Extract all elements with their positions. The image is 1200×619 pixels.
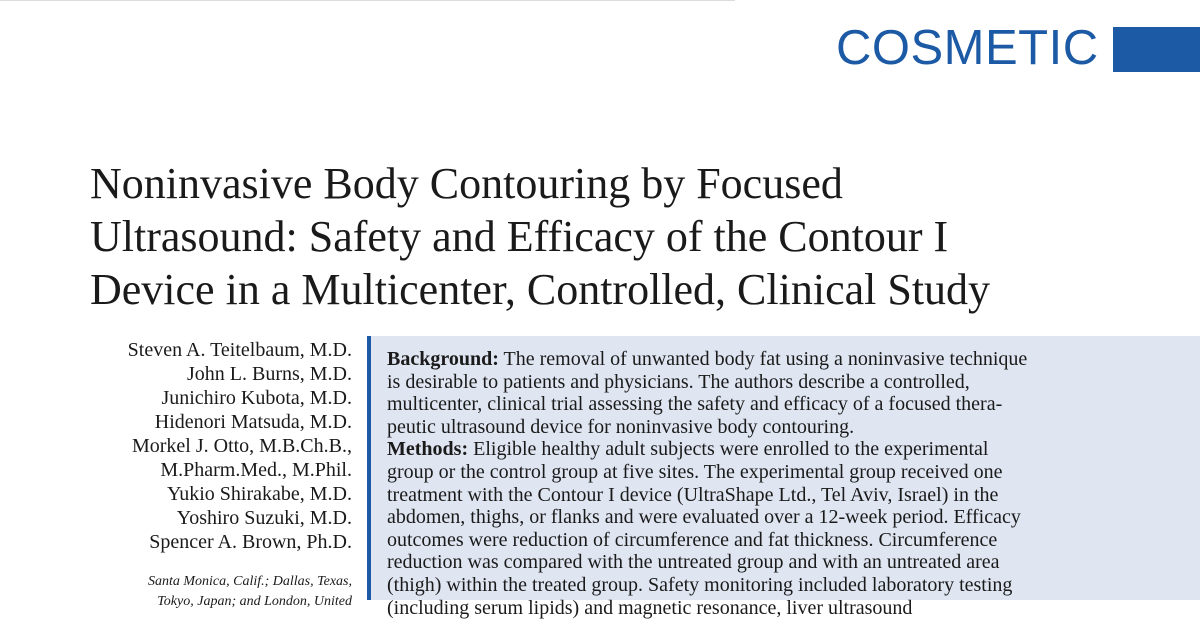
- abstract-line: multicenter, clinical trial assessing the safety and efficacy of a focused thera-: [387, 393, 1003, 416]
- article-title: [90, 157, 1150, 316]
- background-heading: Background:: [387, 348, 499, 370]
- abstract-line: treatment with the Contour I device (UltraShape Ltd., Tel Aviv, Israel) in the: [387, 483, 999, 506]
- author: Yukio Shirakabe, M.D.: [167, 483, 352, 505]
- section-label: COSMETIC: [836, 21, 1099, 75]
- abstract-line: [387, 438, 1187, 461]
- author: Hidenori Matsuda, M.D.: [154, 411, 352, 433]
- author: Junichiro Kubota, M.D.: [161, 387, 352, 409]
- author: Steven A. Teitelbaum, M.D.: [127, 339, 352, 361]
- abstract-line: peutic ultrasound device for noninvasive body contouring.: [387, 415, 855, 438]
- section-bar: [1113, 27, 1200, 72]
- abstract-line: [387, 348, 1187, 371]
- author: Yoshiro Suzuki, M.D.: [176, 507, 352, 529]
- abstract-line: group or the control group at five sites. The experimental group received one: [387, 460, 1003, 483]
- title-line: Ultrasound: Safety and Efficacy of the Contour I: [90, 212, 949, 261]
- abstract-line: abdomen, thighs, or flanks and were evaluated over a 12-week period. Efficacy: [387, 506, 1021, 529]
- abstract-line: (thigh) within the treated group. Safety monitoring included laboratory testing: [387, 573, 1013, 596]
- author: M.Pharm.Med., M.Phil.: [160, 459, 352, 481]
- author: Morkel J. Otto, M.B.Ch.B.,: [131, 435, 352, 457]
- abstract-line: outcomes were reduction of circumference and fat thickness. Circumference: [387, 528, 998, 551]
- abstract-line: reduction was compared with the untreated group and with an untreated area: [387, 551, 1000, 574]
- methods-heading: Methods:: [387, 438, 469, 461]
- author: Spencer A. Brown, Ph.D.: [149, 531, 352, 553]
- author: John L. Burns, M.D.: [186, 363, 352, 385]
- affiliation-line: Santa Monica, Calif.; Dallas, Texas,: [147, 574, 352, 589]
- top-rule: [0, 0, 735, 1]
- title-line: Noninvasive Body Contouring by Focused: [90, 159, 843, 208]
- abstract-line-text: Eligible healthy adult subjects were enrolled to the experimental: [473, 438, 989, 461]
- abstract-line: (including serum lipids) and magnetic resonance, liver ultrasound: [387, 596, 913, 619]
- abstract-line: is desirable to patients and physicians. The authors describe a controlled,: [387, 370, 970, 393]
- title-line: Device in a Multicenter, Controlled, Clinical Study: [90, 265, 991, 314]
- abstract-box: [367, 336, 1200, 619]
- abstract-line-text: The removal of unwanted body fat using a noninvasive technique: [503, 348, 1028, 370]
- author-list: [60, 338, 352, 554]
- abstract-text: [387, 348, 1187, 619]
- affiliation-line: Tokyo, Japan; and London, United: [157, 594, 352, 609]
- affiliation: [60, 572, 352, 612]
